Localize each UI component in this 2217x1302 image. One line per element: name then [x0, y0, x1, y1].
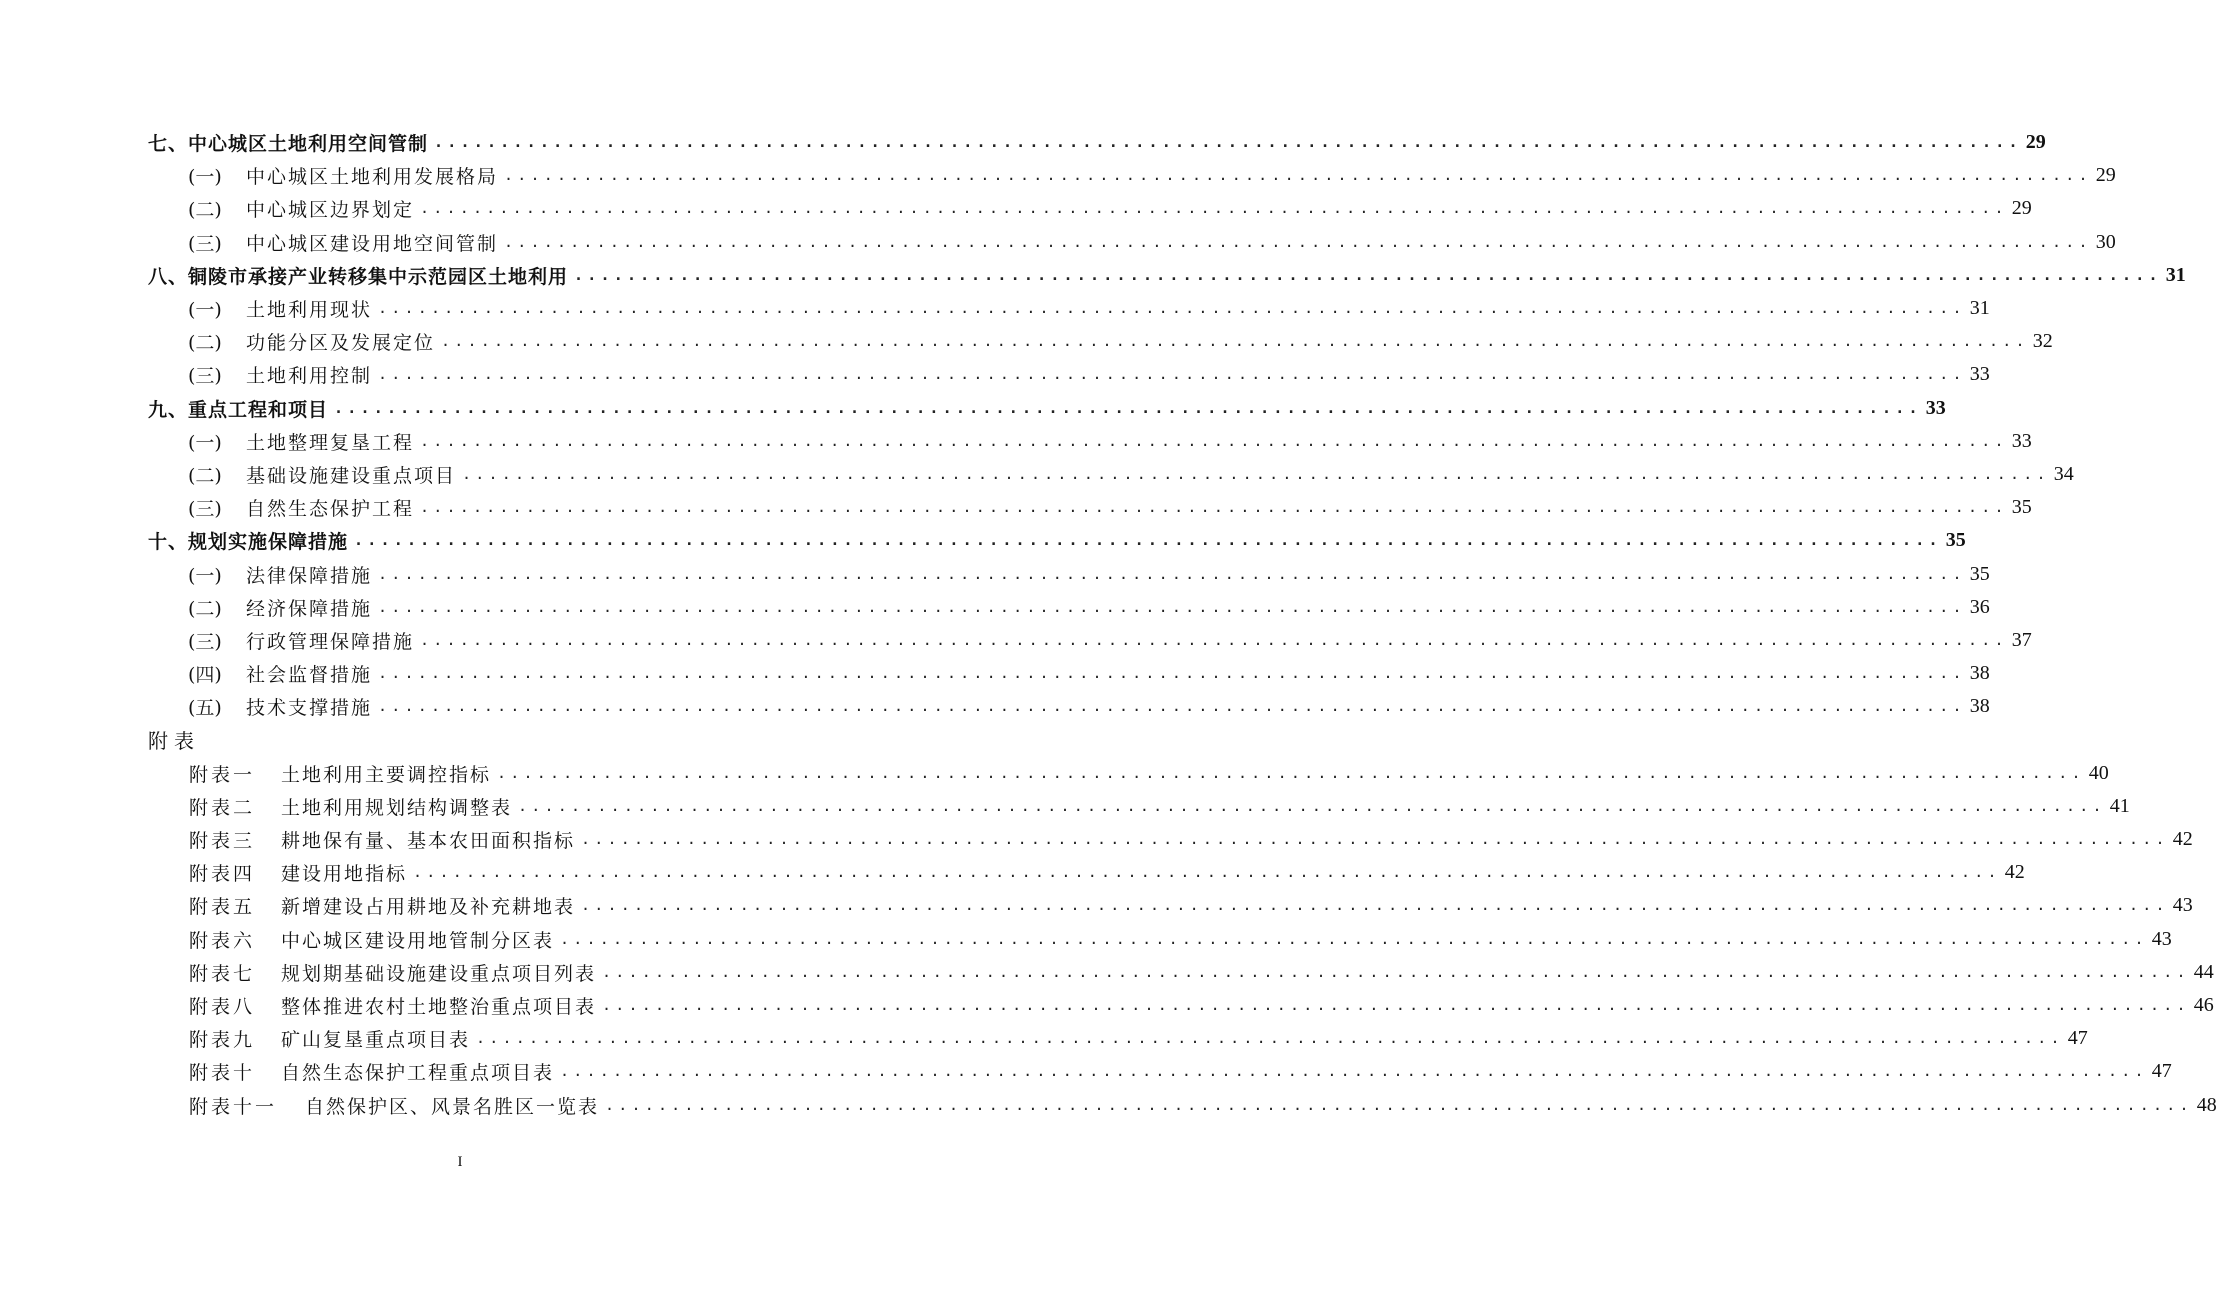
toc-appendix-item[interactable] — [0, 989, 2214, 1022]
appendix-label: 附表七 — [189, 962, 256, 985]
toc-title: 规划期基础设施建设重点项目列表 — [281, 962, 597, 985]
appendix-label: 附表八 — [189, 995, 256, 1018]
toc-chapter[interactable] — [0, 259, 2186, 292]
toc-section-number: (三) — [188, 365, 222, 388]
toc-page-number: 38 — [1969, 662, 1990, 685]
toc-page-number: 46 — [2193, 993, 2214, 1016]
leader-dots: ........................................................................................................................ — [518, 796, 2106, 815]
toc-chapter[interactable] — [0, 524, 1966, 557]
leader-dots: ........................................................................................................................ — [378, 597, 1966, 616]
toc-section-number: (一) — [188, 431, 222, 454]
toc-section[interactable] — [0, 325, 2053, 358]
toc-page-number: 37 — [2011, 628, 2032, 651]
toc-section-number: (四) — [188, 664, 222, 687]
toc-title: 自然保护区、风景名胜区一览表 — [305, 1095, 600, 1118]
leader-dots: ........................................................................................................................ — [602, 995, 2190, 1014]
toc-page-number: 44 — [2193, 960, 2214, 983]
toc-page-number: 47 — [2151, 1060, 2172, 1083]
toc-page-number: 41 — [2109, 794, 2130, 817]
toc-title: 十、规划实施保障措施 — [148, 527, 354, 554]
toc-title: 土地整理复垦工程 — [246, 431, 415, 454]
leader-dots: ........................................................................................................................ — [434, 133, 2022, 152]
leader-dots: ........................................................................................................................ — [462, 464, 2050, 483]
leader-dots: ........................................................................................................................ — [420, 431, 2008, 450]
leader-dots: ........................................................................................................................ — [354, 531, 1942, 550]
toc-title: 中心城区边界划定 — [246, 199, 415, 222]
toc-section-number: (一) — [188, 166, 222, 189]
toc-section[interactable] — [0, 192, 2032, 225]
appendix-label: 附表九 — [189, 1029, 256, 1052]
leader-dots: ........................................................................................................................ — [504, 166, 2092, 185]
toc-page-number: 43 — [2151, 927, 2172, 950]
toc-page-number: 48 — [2196, 1093, 2217, 1116]
toc-chapter[interactable] — [0, 392, 1946, 425]
appendix-label: 附表五 — [189, 896, 256, 919]
toc-section-number: (二) — [188, 199, 222, 222]
leader-dots: ........................................................................................................................ — [476, 1029, 2064, 1048]
appendix-label: 附表六 — [189, 929, 256, 952]
leader-dots: ........................................................................................................................ — [581, 830, 2169, 849]
toc-section[interactable] — [0, 491, 2032, 524]
toc-title: 社会监督措施 — [246, 664, 373, 687]
toc-page-number: 35 — [1969, 562, 1990, 585]
toc-title: 七、中心城区土地利用空间管制 — [148, 129, 434, 156]
toc-title: 功能分区及发展定位 — [246, 332, 436, 355]
toc-title: 土地利用规划结构调整表 — [281, 796, 513, 819]
leader-dots: ........................................................................................................................ — [560, 1062, 2148, 1081]
toc-page-number: 42 — [2004, 861, 2025, 884]
leader-dots: ........................................................................................................................ — [581, 896, 2169, 915]
leader-dots: ........................................................................................................................ — [334, 398, 1922, 417]
toc-page-number: 29 — [2011, 197, 2032, 220]
toc-title: 基础设施建设重点项目 — [246, 464, 457, 487]
toc-appendix-item[interactable] — [0, 1022, 2088, 1055]
table-of-contents — [0, 126, 2217, 1122]
leader-dots: ........................................................................................................................ — [560, 929, 2148, 948]
toc-page-number: 47 — [2067, 1027, 2088, 1050]
toc-chapter[interactable] — [0, 126, 2046, 159]
toc-title: 建设用地指标 — [281, 863, 408, 886]
toc-page-number: 42 — [2172, 828, 2193, 851]
leader-dots: ........................................................................................................................ — [378, 664, 1966, 683]
leader-dots: ........................................................................................................................ — [420, 498, 2008, 517]
toc-section-number: (三) — [188, 630, 222, 653]
toc-page-number: 29 — [2025, 131, 2046, 154]
leader-dots: ........................................................................................................................ — [574, 265, 2162, 284]
toc-page-number: 29 — [2095, 164, 2116, 187]
toc-page-number: 33 — [1969, 363, 1990, 386]
toc-appendix-item[interactable] — [0, 757, 2109, 790]
toc-section[interactable] — [0, 591, 1990, 624]
toc-title: 整体推进农村土地整治重点项目表 — [281, 995, 597, 1018]
toc-section[interactable] — [0, 358, 1990, 391]
toc-title: 自然生态保护工程 — [246, 498, 415, 521]
toc-title: 自然生态保护工程重点项目表 — [281, 1062, 555, 1085]
toc-page-number: 35 — [2011, 496, 2032, 519]
toc-section[interactable] — [0, 557, 1990, 590]
toc-title: 九、重点工程和项目 — [148, 395, 334, 422]
toc-title: 耕地保有量、基本农田面积指标 — [281, 830, 576, 853]
toc-section-number: (五) — [188, 697, 222, 720]
toc-page-number: 40 — [2088, 761, 2109, 784]
toc-title: 中心城区建设用地管制分区表 — [281, 929, 555, 952]
appendix-label: 附表四 — [189, 863, 256, 886]
toc-section-number: (三) — [188, 232, 222, 255]
toc-section-number: (二) — [188, 332, 222, 355]
toc-page-number: 33 — [2011, 429, 2032, 452]
toc-appendix-item[interactable] — [0, 823, 2193, 856]
leader-dots: ........................................................................................................................ — [441, 332, 2029, 351]
leader-dots: ........................................................................................................................ — [497, 763, 2085, 782]
toc-page-number: 35 — [1945, 529, 1966, 552]
appendix-heading-text: 附表 — [148, 729, 200, 754]
toc-page-number: 31 — [2165, 263, 2186, 286]
toc-section-number: (一) — [188, 299, 222, 322]
toc-title: 法律保障措施 — [246, 564, 373, 587]
toc-section[interactable] — [0, 226, 2116, 259]
toc-section[interactable] — [0, 657, 1990, 690]
toc-section-number: (二) — [188, 597, 222, 620]
toc-title: 中心城区土地利用发展格局 — [246, 166, 499, 189]
toc-section[interactable] — [0, 425, 2032, 458]
toc-page-number: 32 — [2032, 330, 2053, 353]
toc-page-number: 34 — [2053, 462, 2074, 485]
toc-page-number: 43 — [2172, 894, 2193, 917]
leader-dots: ........................................................................................................................ — [605, 1095, 2193, 1114]
toc-appendix-item[interactable] — [0, 889, 2193, 922]
toc-page-number: 30 — [2095, 230, 2116, 253]
leader-dots: ........................................................................................................................ — [378, 299, 1966, 318]
toc-title: 经济保障措施 — [246, 597, 373, 620]
toc-section[interactable] — [0, 458, 2074, 491]
appendix-heading — [0, 723, 920, 756]
page-footer-number: I — [457, 1154, 463, 1170]
toc-title: 八、铜陵市承接产业转移集中示范园区土地利用 — [148, 262, 574, 289]
toc-appendix-item[interactable] — [0, 790, 2130, 823]
toc-section-number: (一) — [188, 564, 222, 587]
leader-dots: ........................................................................................................................ — [378, 697, 1966, 716]
appendix-label: 附表十 — [189, 1062, 256, 1085]
toc-title: 土地利用控制 — [246, 365, 373, 388]
appendix-label: 附表二 — [189, 796, 256, 819]
leader-dots: ........................................................................................................................ — [413, 863, 2001, 882]
leader-dots: ........................................................................................................................ — [420, 199, 2008, 218]
toc-appendix-item[interactable] — [0, 923, 2172, 956]
leader-dots: ........................................................................................................................ — [504, 232, 2092, 251]
toc-title: 土地利用主要调控指标 — [281, 763, 492, 786]
toc-page-number: 38 — [1969, 695, 1990, 718]
toc-title: 矿山复垦重点项目表 — [281, 1029, 471, 1052]
toc-title: 土地利用现状 — [246, 299, 373, 322]
leader-dots: ........................................................................................................................ — [602, 962, 2190, 981]
toc-appendix-item[interactable] — [0, 856, 2025, 889]
leader-dots: ........................................................................................................................ — [378, 564, 1966, 583]
appendix-label: 附表三 — [189, 830, 256, 853]
toc-page-number: 33 — [1925, 396, 1946, 419]
leader-dots: ........................................................................................................................ — [378, 365, 1966, 384]
toc-page-number: 31 — [1969, 297, 1990, 320]
toc-section[interactable] — [0, 159, 2116, 192]
toc-section-number: (二) — [188, 464, 222, 487]
toc-appendix-item[interactable] — [0, 1088, 2217, 1121]
toc-section[interactable] — [0, 292, 1990, 325]
toc-page-number: 36 — [1969, 595, 1990, 618]
appendix-label: 附表十一 — [189, 1095, 278, 1118]
toc-title: 新增建设占用耕地及补充耕地表 — [281, 896, 576, 919]
toc-appendix-item[interactable] — [0, 956, 2214, 989]
toc-appendix-item[interactable] — [0, 1055, 2172, 1088]
toc-title: 中心城区建设用地空间管制 — [246, 232, 499, 255]
toc-title: 行政管理保障措施 — [246, 630, 415, 653]
toc-title: 技术支撑措施 — [246, 697, 373, 720]
appendix-label: 附表一 — [189, 763, 256, 786]
leader-dots: ........................................................................................................................ — [420, 630, 2008, 649]
toc-section[interactable] — [0, 690, 1990, 723]
toc-section-number: (三) — [188, 498, 222, 521]
toc-section[interactable] — [0, 624, 2032, 657]
